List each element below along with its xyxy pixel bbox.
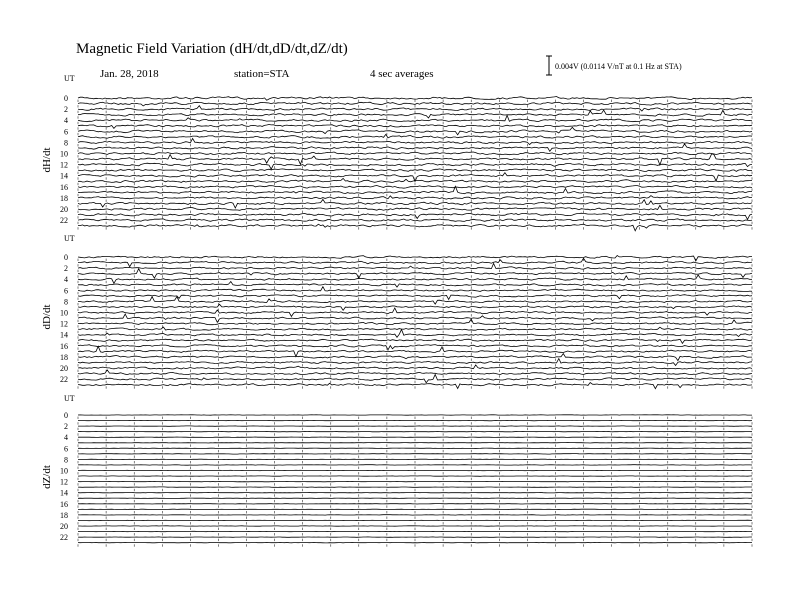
hour-label: 12 — [60, 319, 68, 329]
hour-label: 18 — [60, 193, 68, 203]
hour-label: 12 — [60, 160, 68, 170]
panel-label: dZ/dt — [41, 465, 53, 489]
trace-line — [78, 186, 752, 189]
hour-label: 20 — [60, 522, 68, 531]
hour-label: 4 — [64, 433, 68, 443]
trace-line — [78, 492, 752, 493]
hour-label: 0 — [64, 94, 68, 103]
hour-label: 6 — [64, 286, 68, 296]
trace-line — [78, 498, 752, 499]
trace-line — [78, 520, 752, 521]
hour-label: 12 — [60, 477, 68, 487]
hour-label: 22 — [60, 216, 68, 226]
hour-label: 6 — [64, 127, 68, 137]
hour-label: 4 — [64, 116, 68, 126]
hour-label: 14 — [60, 488, 68, 498]
hour-label: 2 — [64, 422, 68, 432]
hour-label: 10 — [60, 308, 68, 318]
hour-label: 8 — [64, 138, 68, 148]
panel-1 — [41, 74, 752, 231]
hour-label: 2 — [64, 105, 68, 115]
date-label: Jan. 28, 2018 — [100, 68, 159, 80]
trace-line — [78, 152, 752, 155]
hour-label: 14 — [60, 171, 68, 181]
ut-label: UT — [64, 394, 75, 403]
trace-line — [78, 465, 752, 466]
trace-line — [78, 431, 752, 432]
trace-line — [78, 454, 752, 455]
hour-label: 22 — [60, 375, 68, 385]
averaging-label: 4 sec averages — [370, 68, 434, 80]
ut-label: UT — [64, 234, 75, 243]
hour-label: 6 — [64, 444, 68, 454]
hour-label: 22 — [60, 533, 68, 543]
trace-line — [78, 531, 752, 532]
panel-label: dD/dt — [41, 304, 53, 330]
hour-label: 2 — [64, 264, 68, 274]
hour-label: 16 — [60, 499, 68, 509]
hour-label: 0 — [64, 253, 68, 262]
station-label: station=STA — [234, 68, 290, 80]
ut-label: UT — [64, 74, 75, 83]
hour-label: 20 — [60, 364, 68, 373]
hour-label: 8 — [64, 297, 68, 307]
hour-label: 18 — [60, 352, 68, 362]
hour-label: 18 — [60, 510, 68, 520]
scale-bar — [546, 56, 552, 75]
trace-line — [78, 330, 752, 338]
panels — [41, 74, 752, 547]
scale-note: 0.004V (0.0114 V/nT at 0.1 Hz at STA) — [555, 62, 682, 71]
hour-label: 10 — [60, 466, 68, 476]
hour-label: 16 — [60, 182, 68, 192]
trace-line — [78, 481, 752, 482]
panel-label: dH/dt — [41, 147, 53, 173]
trace-line — [78, 487, 752, 488]
hour-label: 16 — [60, 341, 68, 351]
chart-header — [76, 41, 682, 80]
trace-line — [78, 443, 752, 444]
hour-label: 0 — [64, 411, 68, 420]
hour-label: 20 — [60, 205, 68, 214]
panel-3 — [41, 394, 752, 547]
hour-label: 8 — [64, 455, 68, 465]
chart-title: Magnetic Field Variation (dH/dt,dD/dt,dZ/dt) — [76, 41, 348, 57]
trace-line — [78, 169, 752, 172]
trace-line — [78, 219, 752, 222]
panel-2 — [41, 234, 752, 389]
hour-label: 4 — [64, 275, 68, 285]
hour-label: 10 — [60, 149, 68, 159]
hour-label: 14 — [60, 330, 68, 340]
